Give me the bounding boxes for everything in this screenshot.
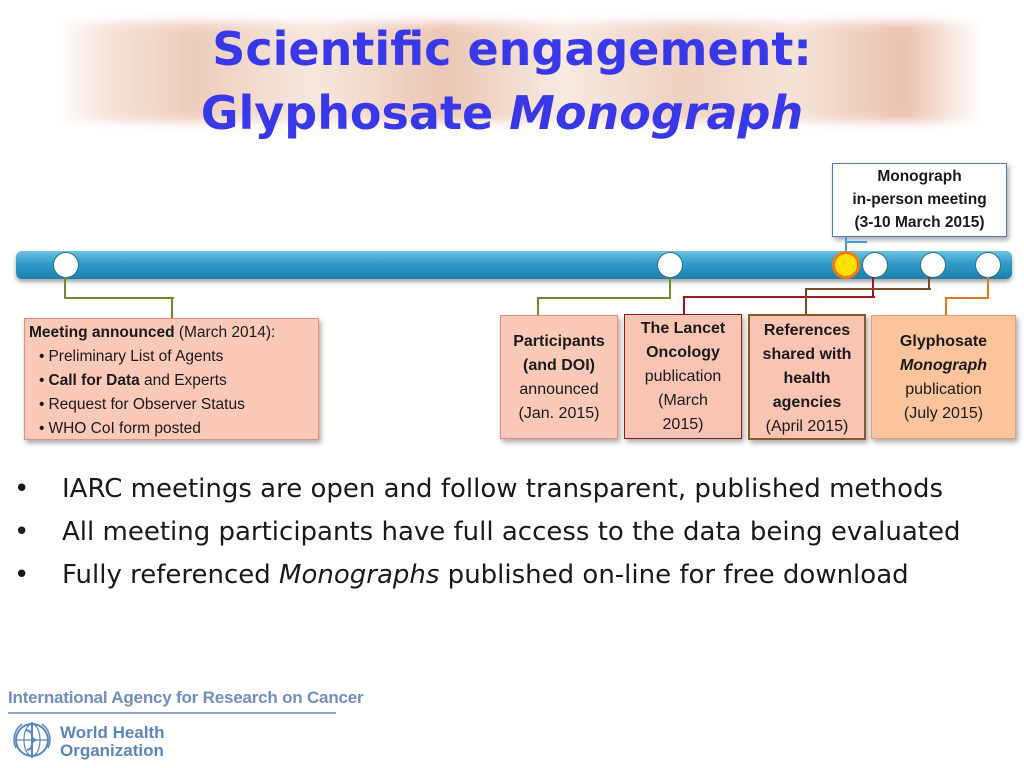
bullet-italic: Monographs	[279, 560, 440, 590]
meeting-item-text: WHO CoI form posted	[48, 420, 201, 437]
bullet-text: All meeting participants have full access to the data being evaluated	[62, 517, 961, 547]
meeting-item	[39, 417, 314, 441]
references-line-1: References	[763, 322, 851, 339]
meeting-item	[39, 369, 314, 393]
iarc-agency-name: International Agency for Research on Cancer	[8, 688, 364, 707]
references-line-2: shared with	[762, 346, 852, 363]
meeting-item-text: Request for Observer Status	[48, 396, 245, 413]
bullet-dot-icon: •	[14, 517, 30, 547]
connector-glyphosate	[945, 277, 989, 299]
timeline-dot-april-2015	[920, 252, 946, 278]
lancet-box	[624, 314, 742, 439]
glyphosate-line-2: Monograph	[899, 357, 988, 374]
glyphosate-line-4: (July 2015)	[903, 405, 984, 422]
meeting-item-bold: Call for Data	[48, 372, 140, 389]
monograph-meeting-callout	[832, 163, 1007, 237]
who-name-line-2: Organization	[60, 741, 164, 760]
lancet-line-5: 2015)	[662, 416, 704, 433]
participants-line-1: Participants	[513, 333, 605, 350]
lancet-line-4: (March	[658, 392, 708, 409]
meeting-item	[39, 345, 314, 369]
meeting-item	[39, 393, 314, 417]
callout-line-3: (3-10 March 2015)	[854, 214, 985, 231]
references-line-3: health	[783, 370, 831, 387]
bullet-item	[14, 558, 1004, 593]
glyphosate-line-1: Glyphosate	[899, 333, 988, 350]
title-line-2	[0, 82, 1014, 144]
timeline-dot-july-2015	[975, 252, 1001, 278]
connector-glyphosate-drop	[945, 297, 947, 315]
connector-participants	[537, 277, 671, 299]
title-line-2-plain: Glyphosate	[200, 86, 510, 140]
connector-meeting	[64, 277, 174, 299]
meeting-heading-rest: (March 2014):	[174, 324, 276, 341]
participants-line-3: announced	[519, 381, 599, 398]
glyphosate-box	[871, 315, 1016, 439]
connector-references-up	[928, 277, 930, 289]
references-line-5: (April 2015)	[765, 418, 849, 435]
bullet-text: IARC meetings are open and follow transparent, published methods	[62, 474, 944, 504]
who-name	[60, 724, 165, 760]
bullet-dot-icon: •	[14, 560, 30, 590]
timeline-dot-meeting-highlight	[832, 251, 860, 279]
connector-references	[805, 288, 931, 316]
who-emblem-icon	[10, 718, 54, 762]
meeting-heading	[29, 321, 314, 345]
lancet-line-1: The Lancet	[640, 320, 726, 337]
title-line-1: Scientific engagement:	[212, 22, 812, 76]
bullet-item	[14, 515, 1004, 550]
lancet-line-3: publication	[644, 368, 722, 385]
title-line-2-italic: Monograph	[509, 86, 804, 140]
bullet-dot-icon: •	[14, 474, 30, 504]
bullet-item	[14, 472, 1004, 507]
bullet-text-post: published on-line for free download	[439, 560, 909, 590]
meeting-item-text: Preliminary List of Agents	[48, 348, 224, 365]
participants-line-2: (and DOI)	[523, 357, 595, 374]
callout-line-1: Monograph	[877, 168, 962, 185]
meeting-item-text: and Experts	[139, 372, 227, 389]
timeline-dot-jan-2015	[657, 252, 683, 278]
lancet-line-2: Oncology	[646, 344, 720, 361]
connector-meeting-drop	[171, 297, 173, 318]
participants-line-4: (Jan. 2015)	[518, 405, 600, 422]
footer-divider	[8, 712, 336, 714]
references-line-4: agencies	[772, 394, 842, 411]
bullet-list	[14, 472, 1004, 601]
connector-participants-drop	[537, 297, 539, 315]
meeting-heading-bold: Meeting announced	[29, 324, 175, 341]
timeline-dot-march-2014	[53, 252, 79, 278]
bullet-text: Fully referenced	[62, 560, 280, 590]
meeting-announced-box	[24, 318, 319, 440]
callout-connector	[845, 237, 867, 251]
timeline-dot-march-2015	[862, 252, 888, 278]
callout-connector-h	[845, 241, 867, 243]
glyphosate-line-3: publication	[905, 381, 982, 398]
callout-line-2: in-person meeting	[852, 191, 987, 208]
references-box	[748, 314, 866, 440]
who-name-line-1: World Health	[60, 723, 165, 742]
meeting-items	[29, 345, 314, 441]
participants-box	[500, 315, 618, 439]
